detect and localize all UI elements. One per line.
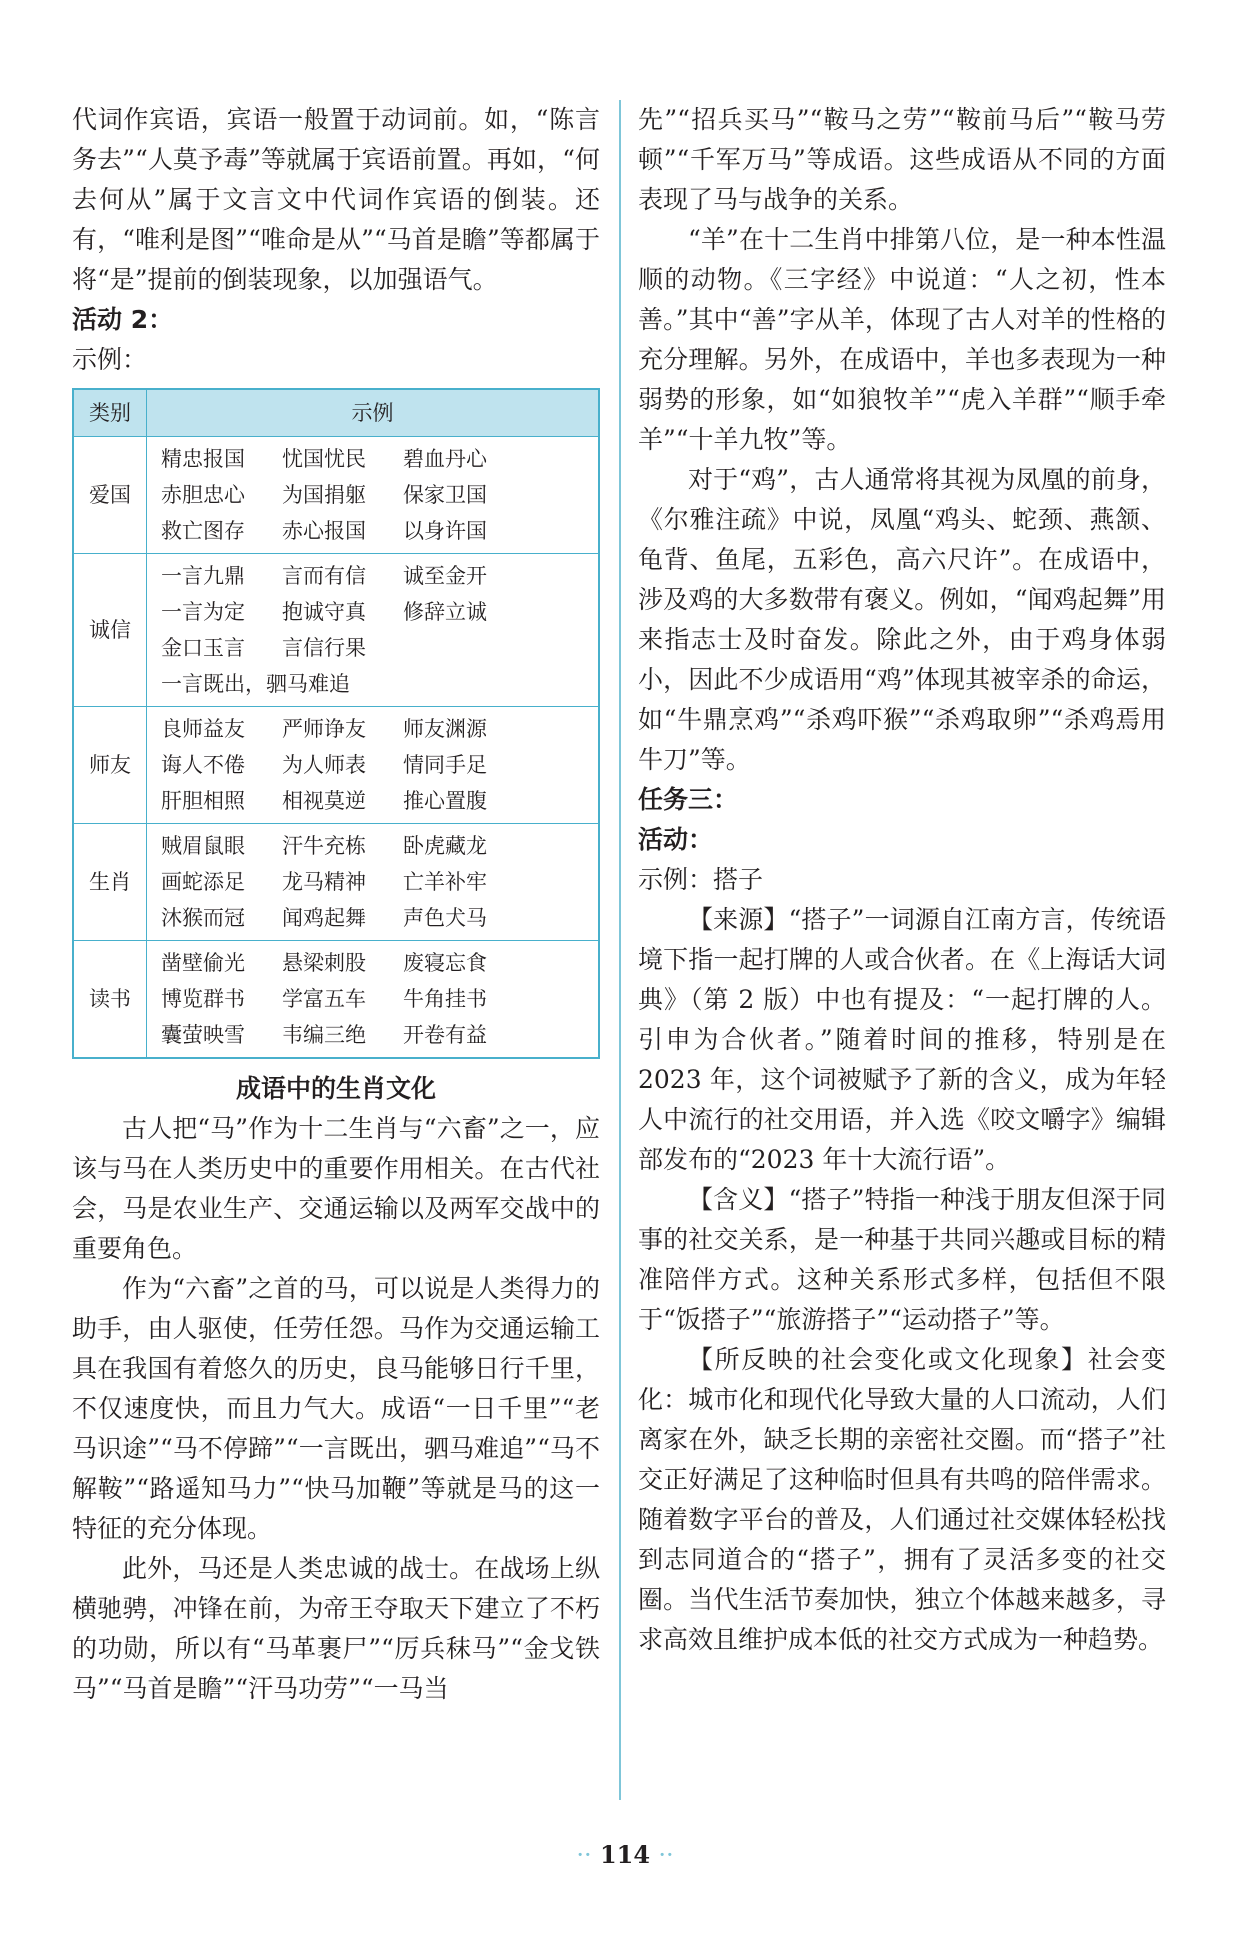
idiom: 赤心报国	[282, 519, 366, 543]
source-text: “搭子”一词源自江南方言，传统语境下指一起打牌的人或合伙者。在《上海话大词典》（第 2 版）中也有提及：“一起打牌的人。引申为合伙者。”随着时间的推移，特别是在 2023 年，这个词被赋予了新的含义，成为年轻人中流行的社交用语，并入选《咬文嚼字》编辑部发布的“2023 年十大流行语”。	[638, 905, 1166, 1174]
header-category: 类别	[73, 389, 147, 437]
idiom: 救亡图存	[161, 519, 245, 543]
idiom: 赤胆忠心	[161, 483, 245, 507]
left-column	[72, 100, 600, 1709]
examples-cell	[147, 941, 600, 1059]
task-3-heading: 任务三：	[638, 785, 739, 814]
table-row	[73, 824, 599, 941]
idiom: 囊萤映雪	[161, 1023, 245, 1047]
idiom: 碧血丹心	[403, 447, 487, 471]
table-row	[73, 554, 599, 707]
table-row	[73, 707, 599, 824]
idiom: 良师益友	[161, 717, 245, 741]
idiom: 一言为定	[161, 600, 245, 624]
category-cell: 爱国	[73, 437, 147, 554]
idiom: 肝胆相照	[161, 789, 245, 813]
idiom: 一言既出，驷马难追	[161, 672, 350, 696]
idiom: 亡羊补牢	[403, 870, 487, 894]
category-cell: 生肖	[73, 824, 147, 941]
page-number	[0, 1840, 1250, 1869]
idiom: 保家卫国	[403, 483, 487, 507]
idiom: 推心置腹	[403, 789, 487, 813]
idiom: 相视莫逆	[282, 789, 366, 813]
example-dazi: 示例：搭子	[638, 865, 764, 894]
idiom: 诲人不倦	[161, 753, 245, 777]
idiom: 贼眉鼠眼	[161, 834, 245, 858]
idiom: 金口玉言	[161, 636, 245, 660]
sheep-paragraph: “羊”在十二生肖中排第八位，是一种本性温顺的动物。《三字经》中说道：“人之初，性本善。”其中“善”字从羊，体现了古人对羊的性格的充分理解。另外，在成语中，羊也多表现为一种弱势的形象，如“如狼牧羊”“虎入羊群”“顺手牵羊”“十羊九牧”等。	[638, 225, 1166, 454]
category-cell: 诚信	[73, 554, 147, 707]
idiom-table	[72, 388, 600, 1059]
category-cell: 师友	[73, 707, 147, 824]
idiom: 闻鸡起舞	[282, 906, 366, 930]
page-number-ornament-left-icon: ··	[576, 1841, 592, 1869]
horse-paragraph-1: 古人把“马”作为十二生肖与“六畜”之一，应该与马在人类历史中的重要作用相关。在古代社会，马是农业生产、交通运输以及两军交战中的重要角色。	[72, 1114, 600, 1263]
reflection-paragraph	[638, 1340, 1166, 1660]
idiom: 情同手足	[403, 753, 487, 777]
idiom: 画蛇添足	[161, 870, 245, 894]
idiom: 悬梁刺股	[282, 951, 366, 975]
meaning-text: “搭子”特指一种浅于朋友但深于同事的社交关系，是一种基于共同兴趣或目标的精准陪伴方式。这种关系形式多样，包括但不限于“饭搭子”“旅游搭子”“运动搭子”等。	[638, 1185, 1166, 1334]
table-header-row	[73, 389, 599, 437]
category-cell: 读书	[73, 941, 147, 1059]
idiom: 韦编三绝	[282, 1023, 366, 1047]
idiom: 诚至金开	[403, 564, 487, 588]
idiom: 汗牛充栋	[282, 834, 366, 858]
idiom: 言信行果	[282, 636, 366, 660]
page-number-value: 114	[599, 1840, 651, 1869]
examples-cell	[147, 707, 600, 824]
activity-2-heading: 活动 2：	[72, 305, 174, 334]
examples-cell	[147, 554, 600, 707]
idiom: 牛角挂书	[403, 987, 487, 1011]
horse-paragraph-continued: 先”“招兵买马”“鞍马之劳”“鞍前马后”“鞍马劳顿”“千军万马”等成语。这些成语从不同的方面表现了马与战争的关系。	[638, 105, 1166, 214]
idiom: 严师诤友	[282, 717, 366, 741]
rooster-paragraph: 对于“鸡”，古人通常将其视为凤凰的前身，《尔雅注疏》中说，凤凰“鸡头、蛇颈、燕颔、龟背、鱼尾，五彩色，高六尺许”。在成语中，涉及鸡的大多数带有褒义。例如，“闻鸡起舞”用来指志士及时奋发。除此之外，由于鸡身体弱小，因此不少成语用“鸡”体现其被宰杀的命运，如“牛鼎烹鸡”“杀鸡吓猴”“杀鸡取卵”“杀鸡焉用牛刀”等。	[638, 465, 1166, 774]
right-column	[638, 100, 1166, 1660]
example-label: 示例：	[72, 345, 148, 374]
reflection-tag: 【所反映的社会变化或文化现象】	[688, 1345, 1088, 1374]
header-examples: 示例	[147, 389, 600, 437]
idiom: 沐猴而冠	[161, 906, 245, 930]
idiom: 精忠报国	[161, 447, 245, 471]
idiom: 开卷有益	[403, 1023, 487, 1047]
idiom: 抱诚守真	[282, 600, 366, 624]
idiom: 忧国忧民	[282, 447, 366, 471]
idiom: 声色犬马	[403, 906, 487, 930]
examples-cell	[147, 437, 600, 554]
idiom: 言而有信	[282, 564, 366, 588]
meaning-tag: 【含义】	[688, 1185, 789, 1214]
idiom: 为人师表	[282, 753, 366, 777]
reflection-text: 社会变化：城市化和现代化导致大量的人口流动，人们离家在外，缺乏长期的亲密社交圈。而“搭子”社交正好满足了这种临时但具有共鸣的陪伴需求。随着数字平台的普及，人们通过社交媒体轻松找到志同道合的“搭子”，拥有了灵活多变的社交圈。当代生活节奏加快，独立个体越来越多，寻求高效且维护成本低的社交方式成为一种趋势。	[638, 1345, 1166, 1654]
table-row	[73, 941, 599, 1059]
source-tag: 【来源】	[688, 905, 789, 934]
idiom: 为国捐躯	[282, 483, 366, 507]
section-title: 成语中的生肖文化	[235, 1074, 436, 1103]
idiom: 一言九鼎	[161, 564, 245, 588]
meaning-paragraph	[638, 1180, 1166, 1340]
examples-cell	[147, 824, 600, 941]
activity-heading: 活动：	[638, 825, 714, 854]
idiom: 卧虎藏龙	[403, 834, 487, 858]
idiom: 修辞立诚	[403, 600, 487, 624]
idiom: 博览群书	[161, 987, 245, 1011]
idiom: 龙马精神	[282, 870, 366, 894]
horse-paragraph-2: 作为“六畜”之首的马，可以说是人类得力的助手，由人驱使，任劳任怨。马作为交通运输工具在我国有着悠久的历史，良马能够日行千里，不仅速度快，而且力气大。成语“一日千里”“老马识途”“马不停蹄”“一言既出，驷马难追”“马不解鞍”“路遥知马力”“快马加鞭”等就是马的这一特征的充分体现。	[72, 1274, 600, 1543]
source-paragraph	[638, 900, 1166, 1180]
idiom: 废寝忘食	[403, 951, 487, 975]
page-number-ornament-right-icon: ··	[658, 1841, 674, 1869]
idiom: 以身许国	[403, 519, 487, 543]
idiom: 学富五车	[282, 987, 366, 1011]
idiom: 凿壁偷光	[161, 951, 245, 975]
table-row	[73, 437, 599, 554]
grammar-paragraph: 代词作宾语，宾语一般置于动词前。如，“陈言务去”“人莫予毒”等就属于宾语前置。再如，“何去何从”属于文言文中代词作宾语的倒装。还有，“唯利是图”“唯命是从”“马首是瞻”等都属于将“是”提前的倒装现象，以加强语气。	[72, 105, 600, 294]
horse-paragraph-3: 此外，马还是人类忠诚的战士。在战场上纵横驰骋，冲锋在前，为帝王夺取天下建立了不朽的功勋，所以有“马革裹尸”“厉兵秣马”“金戈铁马”“马首是瞻”“汗马功劳”“一马当	[72, 1554, 600, 1703]
idiom: 师友渊源	[403, 717, 487, 741]
column-divider	[619, 100, 621, 1800]
